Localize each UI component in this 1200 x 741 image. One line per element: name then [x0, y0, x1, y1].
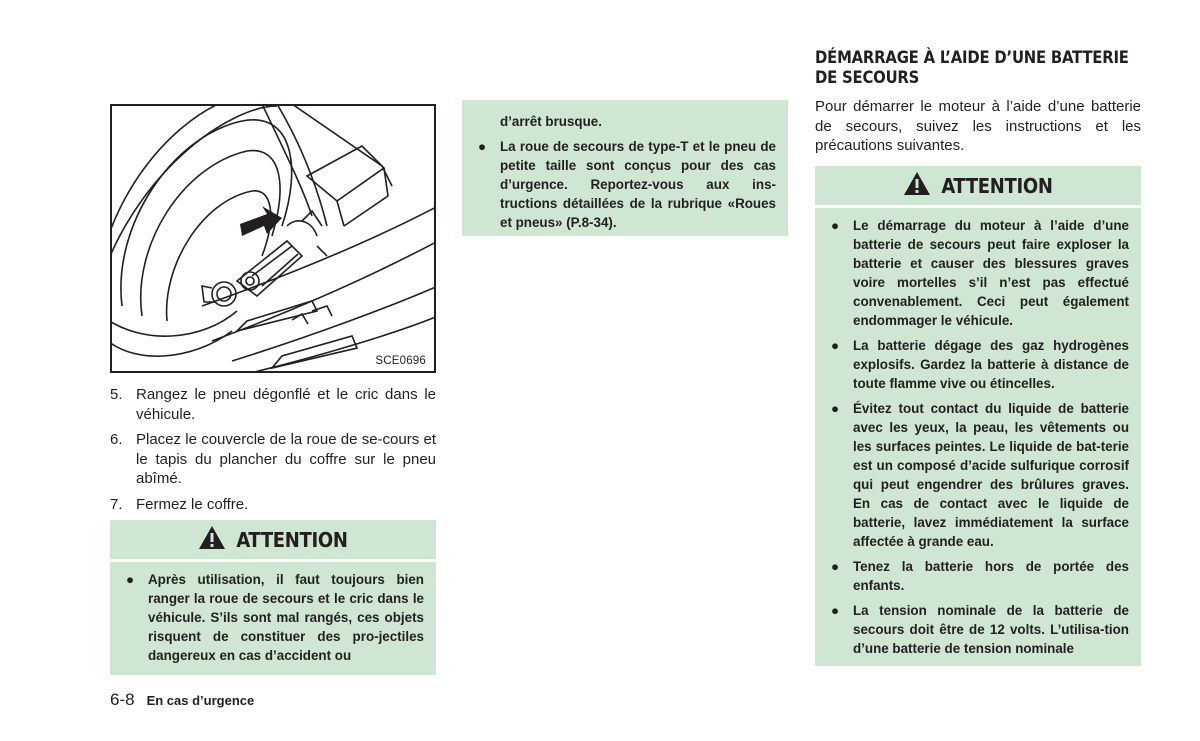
- warning-box-right: [815, 166, 1141, 666]
- warning-header: [110, 520, 436, 562]
- bullet-text: Évitez tout contact du liquide de batterie avec les yeux, la peau, les vêtements ou les surfaces peintes. Le liquide de bat-terie est un composé d’acide sulfurique corrosif qui peut engendrer des brûlures graves. En cas de contact avec le liquide de batterie, lavez immédiatement la surface affectée à grande eau.: [853, 401, 1129, 549]
- step-number: 5.: [110, 386, 123, 403]
- continuation-text: d’arrêt brusque.: [500, 114, 602, 129]
- step-number: 6.: [110, 431, 123, 448]
- warning-triangle-icon: [198, 525, 226, 555]
- bullet-dot: ●: [831, 218, 840, 233]
- warning-title: ATTENTION: [941, 173, 1053, 198]
- spare-tire-illustration: [110, 104, 436, 373]
- bullet-text: Après utilisation, il faut toujours bien ranger la roue de secours et le cric dans le véhicule. S’ils sont mal rangés, ces objets risquent de constituer des pro-jectiles dangereux en cas d’accident ou: [148, 572, 424, 663]
- warning-box-middle: [462, 100, 788, 236]
- steps-list: [110, 385, 436, 520]
- intro-paragraph: Pour démarrer le moteur à l’aide d’une batterie de secours, suivez les instructions et les précautions suivantes.: [815, 98, 1141, 154]
- warning-header: [815, 166, 1141, 208]
- bullet-dot: ●: [831, 603, 840, 618]
- list-item: [110, 495, 436, 515]
- bullet-text: La batterie dégage des gaz hydrogènes explosifs. Gardez la batterie à distance de toute flamme vive ou étincelles.: [853, 338, 1129, 391]
- page-number: 6-8: [110, 690, 135, 709]
- bullet-text: La roue de secours de type-T et le pneu de petite taille sont conçus pour des cas d’urgence. Reportez-vous aux ins-tructions détaillées de la rubrique «Roues et pneus» (P.8-34).: [500, 139, 776, 230]
- section-heading: DÉMARRAGE À L’AIDE D’UNE BATTERIE DE SECOURS: [815, 48, 1129, 87]
- section-name: En cas d’urgence: [146, 693, 255, 708]
- list-item: [827, 216, 1129, 330]
- page-footer: [110, 690, 254, 710]
- figure-code: SCE0696: [375, 355, 426, 367]
- bullet-dot: ●: [478, 139, 487, 154]
- bullet-text: Le démarrage du moteur à l’aide d’une batterie de secours peut faire exploser la batterie et causer des blessures graves voire mortelles s’il n’est pas effectué convenablement. Ceci peut également endommager le véhicule.: [853, 218, 1129, 328]
- warning-title: ATTENTION: [236, 527, 348, 552]
- list-item: [827, 399, 1129, 551]
- list-item: [474, 137, 776, 232]
- bullet-text: La tension nominale de la batterie de secours doit être de 12 volts. L’utilisa-tion d’une batterie de tension nominale: [853, 603, 1129, 656]
- bullet-dot: ●: [831, 559, 840, 574]
- bullet-text: Tenez la batterie hors de portée des enfants.: [853, 559, 1129, 593]
- list-item: [110, 385, 436, 424]
- step-number: 7.: [110, 495, 123, 513]
- spare-tire-drawing: [112, 106, 436, 373]
- list-item: [827, 557, 1129, 595]
- step-text: Placez le couvercle de la roue de se-cours et le tapis du plancher du coffre sur le pneu abîmé.: [136, 431, 436, 487]
- list-item: [110, 430, 436, 489]
- bullet-dot: ●: [831, 401, 840, 416]
- bullet-dot: ●: [831, 338, 840, 353]
- step-text: Rangez le pneu dégonflé et le cric dans le véhicule.: [136, 386, 436, 423]
- list-item: [827, 601, 1129, 658]
- step-text: Fermez le coffre.: [136, 495, 249, 513]
- bullet-dot: ●: [126, 572, 135, 587]
- list-item: [122, 570, 424, 665]
- list-item: [827, 336, 1129, 393]
- warning-box-left: [110, 520, 436, 675]
- warning-triangle-icon: [903, 171, 931, 201]
